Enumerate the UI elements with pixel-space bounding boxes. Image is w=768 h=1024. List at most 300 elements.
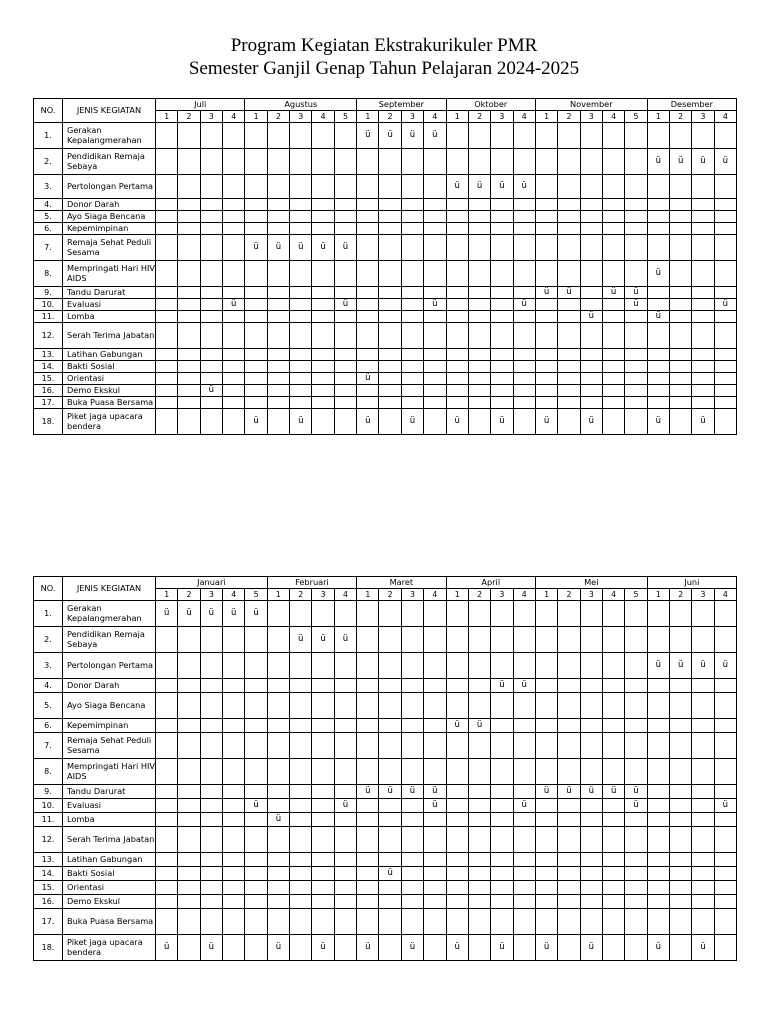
activity-name: Pertolongan Pertama [63, 175, 156, 199]
month-header-februari: Februari [267, 577, 356, 589]
schedule-mark: ü [290, 409, 312, 435]
schedule-mark: ü [401, 123, 423, 149]
schedule-cell-empty [178, 349, 200, 361]
schedule-cell-empty [379, 211, 401, 223]
schedule-cell-empty [647, 759, 669, 785]
schedule-cell-empty [357, 693, 379, 719]
schedule-cell-empty [424, 759, 446, 785]
schedule-cell-empty [178, 895, 200, 909]
schedule-mark: ü [446, 935, 468, 961]
schedule-cell-empty [267, 601, 289, 627]
schedule-cell-empty [424, 287, 446, 299]
title-line-2: Semester Ganjil Genap Tahun Pelajaran 2024-2025 [188, 58, 580, 79]
schedule-cell-empty [714, 759, 736, 785]
schedule-cell-empty [401, 895, 423, 909]
table-row [34, 323, 737, 349]
schedule-cell-empty [446, 827, 468, 853]
schedule-cell-empty [670, 867, 692, 881]
schedule-cell-empty [513, 935, 535, 961]
schedule-cell-empty [535, 223, 557, 235]
schedule-cell-empty [357, 627, 379, 653]
schedule-cell-empty [580, 397, 602, 409]
schedule-cell-empty [491, 785, 513, 799]
schedule-cell-empty [491, 813, 513, 827]
schedule-mark: ü [670, 653, 692, 679]
schedule-cell-empty [267, 867, 289, 881]
schedule-cell-empty [647, 627, 669, 653]
schedule-cell-empty [468, 799, 490, 813]
schedule-mark: ü [267, 813, 289, 827]
schedule-cell-empty [692, 385, 714, 397]
week-header: 4 [513, 589, 535, 601]
schedule-mark: ü [401, 409, 423, 435]
schedule-cell-empty [401, 627, 423, 653]
schedule-cell-empty [223, 235, 245, 261]
schedule-mark: ü [245, 799, 267, 813]
table-row [34, 175, 737, 199]
schedule-cell-empty [468, 361, 490, 373]
schedule-cell-empty [468, 323, 490, 349]
schedule-cell-empty [267, 299, 289, 311]
schedule-mark: ü [580, 785, 602, 799]
schedule-cell-empty [513, 627, 535, 653]
schedule-cell-empty [245, 827, 267, 853]
schedule-cell-empty [178, 175, 200, 199]
schedule-cell-empty [156, 349, 178, 361]
schedule-cell-empty [513, 385, 535, 397]
schedule-cell-empty [580, 653, 602, 679]
schedule-cell-empty [647, 881, 669, 895]
schedule-cell-empty [290, 199, 312, 211]
activity-name: Bakti Sosial [63, 361, 156, 373]
schedule-cell-empty [625, 653, 647, 679]
week-header: 1 [535, 589, 557, 601]
schedule-cell-empty [267, 799, 289, 813]
schedule-mark: ü [312, 627, 334, 653]
schedule-cell-empty [714, 719, 736, 733]
schedule-cell-empty [513, 397, 535, 409]
schedule-cell-empty [223, 799, 245, 813]
schedule-cell-empty [535, 149, 557, 175]
week-header: 2 [290, 589, 312, 601]
schedule-cell-empty [379, 935, 401, 961]
schedule-cell-empty [312, 409, 334, 435]
schedule-cell-empty [200, 895, 222, 909]
schedule-cell-empty [334, 261, 356, 287]
schedule-cell-empty [334, 123, 356, 149]
schedule-cell-empty [223, 679, 245, 693]
schedule-mark: ü [334, 235, 356, 261]
schedule-cell-empty [290, 397, 312, 409]
schedule-cell-empty [692, 881, 714, 895]
schedule-cell-empty [491, 299, 513, 311]
schedule-cell-empty [625, 693, 647, 719]
schedule-cell-empty [558, 909, 580, 935]
schedule-cell-empty [178, 881, 200, 895]
schedule-mark: ü [513, 679, 535, 693]
schedule-cell-empty [468, 199, 490, 211]
schedule-cell-empty [580, 881, 602, 895]
week-header: 3 [692, 111, 714, 123]
schedule-cell-empty [156, 373, 178, 385]
schedule-mark: ü [200, 385, 222, 397]
table-row [34, 853, 737, 867]
schedule-cell-empty [647, 123, 669, 149]
activity-name: Orientasi [63, 373, 156, 385]
schedule-cell-empty [223, 627, 245, 653]
activity-name: Donor Darah [63, 679, 156, 693]
schedule-mark: ü [357, 935, 379, 961]
schedule-cell-empty [513, 199, 535, 211]
schedule-cell-empty [714, 409, 736, 435]
schedule-cell-empty [357, 881, 379, 895]
schedule-mark: ü [312, 235, 334, 261]
schedule-cell-empty [535, 361, 557, 373]
schedule-cell-empty [714, 175, 736, 199]
schedule-cell-empty [669, 235, 691, 261]
schedule-cell-empty [692, 909, 714, 935]
schedule-cell-empty [491, 627, 513, 653]
schedule-cell-empty [334, 813, 356, 827]
schedule-cell-empty [446, 853, 468, 867]
schedule-cell-empty [446, 223, 468, 235]
schedule-cell-empty [714, 223, 736, 235]
schedule-cell-empty [468, 895, 490, 909]
schedule-cell-empty [692, 813, 714, 827]
schedule-cell-empty [602, 323, 624, 349]
row-number: 14. [34, 867, 63, 881]
row-number: 6. [34, 223, 63, 235]
schedule-cell-empty [379, 719, 401, 733]
schedule-cell-empty [446, 601, 468, 627]
schedule-cell-empty [223, 361, 245, 373]
schedule-cell-empty [245, 909, 267, 935]
table-row [34, 909, 737, 935]
schedule-cell-empty [200, 311, 222, 323]
week-header: 4 [424, 111, 446, 123]
schedule-cell-empty [535, 373, 557, 385]
schedule-cell-empty [223, 287, 245, 299]
schedule-cell-empty [200, 653, 222, 679]
schedule-cell-empty [446, 813, 468, 827]
schedule-cell-empty [312, 175, 334, 199]
schedule-cell-empty [334, 287, 356, 299]
schedule-cell-empty [401, 149, 423, 175]
activity-name: Evaluasi [63, 799, 156, 813]
schedule-cell-empty [580, 211, 602, 223]
schedule-cell-empty [334, 385, 356, 397]
schedule-cell-empty [714, 261, 736, 287]
schedule-cell-empty [602, 799, 624, 813]
schedule-cell-empty [602, 261, 624, 287]
schedule-cell-empty [580, 349, 602, 361]
week-header: 3 [491, 589, 513, 601]
schedule-cell-empty [714, 199, 736, 211]
schedule-cell-empty [290, 895, 312, 909]
schedule-cell-empty [513, 827, 535, 853]
schedule-cell-empty [535, 799, 557, 813]
schedule-cell-empty [625, 211, 647, 223]
schedule-cell-empty [669, 385, 691, 397]
schedule-cell-empty [580, 813, 602, 827]
schedule-cell-empty [267, 175, 289, 199]
week-header: 4 [312, 111, 334, 123]
schedule-cell-empty [357, 149, 379, 175]
table-row [34, 385, 737, 397]
schedule-cell-empty [714, 693, 736, 719]
schedule-mark: ü [535, 935, 557, 961]
schedule-cell-empty [446, 299, 468, 311]
schedule-cell-empty [670, 935, 692, 961]
schedule-cell-empty [692, 349, 714, 361]
schedule-cell-empty [156, 799, 178, 813]
schedule-cell-empty [312, 349, 334, 361]
schedule-cell-empty [558, 813, 580, 827]
schedule-cell-empty [558, 311, 580, 323]
activity-name: Buka Puasa Bersama [63, 397, 156, 409]
schedule-cell-empty [558, 601, 580, 627]
schedule-cell-empty [468, 653, 490, 679]
schedule-cell-empty [625, 385, 647, 397]
schedule-cell-empty [491, 385, 513, 397]
schedule-cell-empty [267, 311, 289, 323]
schedule-cell-empty [334, 149, 356, 175]
schedule-cell-empty [312, 827, 334, 853]
schedule-cell-empty [491, 199, 513, 211]
schedule-cell-empty [692, 175, 714, 199]
schedule-cell-empty [669, 123, 691, 149]
week-header: 4 [714, 589, 736, 601]
schedule-cell-empty [558, 733, 580, 759]
schedule-cell-empty [401, 235, 423, 261]
schedule-cell-empty [290, 373, 312, 385]
schedule-cell-empty [491, 759, 513, 785]
schedule-mark: ü [647, 311, 669, 323]
activity-name: Pertolongan Pertama [63, 653, 156, 679]
schedule-cell-empty [334, 409, 356, 435]
schedule-cell-empty [334, 733, 356, 759]
schedule-cell-empty [401, 373, 423, 385]
schedule-cell-empty [446, 311, 468, 323]
schedule-cell-empty [223, 827, 245, 853]
schedule-cell-empty [670, 853, 692, 867]
schedule-cell-empty [401, 881, 423, 895]
row-number: 18. [34, 935, 63, 961]
month-header-mei: Mei [535, 577, 647, 589]
schedule-mark: ü [156, 601, 178, 627]
month-header-juli: Juli [156, 99, 245, 111]
schedule-mark: ü [692, 409, 714, 435]
table-row [34, 261, 737, 287]
schedule-cell-empty [245, 311, 267, 323]
schedule-cell-empty [312, 799, 334, 813]
activity-name: Demo Ekskul [63, 895, 156, 909]
schedule-cell-empty [267, 853, 289, 867]
schedule-cell-empty [156, 827, 178, 853]
schedule-cell-empty [625, 123, 647, 149]
schedule-cell-empty [692, 827, 714, 853]
activity-name: Ayo Siaga Bencana [63, 693, 156, 719]
row-number: 4. [34, 199, 63, 211]
schedule-mark: ü [513, 799, 535, 813]
schedule-cell-empty [290, 853, 312, 867]
schedule-cell-empty [602, 881, 624, 895]
schedule-cell-empty [223, 211, 245, 223]
schedule-cell-empty [491, 235, 513, 261]
schedule-cell-empty [424, 827, 446, 853]
schedule-cell-empty [379, 895, 401, 909]
schedule-cell-empty [245, 223, 267, 235]
schedule-cell-empty [267, 385, 289, 397]
week-header: 1 [446, 589, 468, 601]
schedule-cell-empty [692, 733, 714, 759]
schedule-cell-empty [580, 693, 602, 719]
schedule-cell-empty [223, 785, 245, 799]
schedule-cell-empty [535, 813, 557, 827]
schedule-cell-empty [647, 385, 669, 397]
schedule-cell-empty [200, 813, 222, 827]
week-header: 5 [625, 589, 647, 601]
schedule-cell-empty [647, 895, 669, 909]
schedule-cell-empty [513, 235, 535, 261]
schedule-cell-empty [468, 235, 490, 261]
title-line-1: Program Kegiatan Ekstrakurikuler PMR [230, 35, 538, 56]
schedule-cell-empty [223, 693, 245, 719]
schedule-cell-empty [245, 175, 267, 199]
schedule-cell-empty [468, 759, 490, 785]
schedule-cell-empty [513, 373, 535, 385]
schedule-cell-empty [602, 123, 624, 149]
row-number: 13. [34, 853, 63, 867]
schedule-cell-empty [200, 223, 222, 235]
schedule-cell-empty [558, 679, 580, 693]
schedule-cell-empty [446, 235, 468, 261]
schedule-cell-empty [200, 853, 222, 867]
row-number: 4. [34, 679, 63, 693]
schedule-cell-empty [178, 679, 200, 693]
schedule-table-semester-genap [33, 576, 737, 961]
schedule-cell-empty [401, 867, 423, 881]
schedule-cell-empty [714, 853, 736, 867]
schedule-mark: ü [491, 935, 513, 961]
schedule-cell-empty [625, 175, 647, 199]
schedule-cell-empty [200, 679, 222, 693]
schedule-cell-empty [200, 299, 222, 311]
schedule-cell-empty [379, 299, 401, 311]
schedule-mark: ü [178, 601, 200, 627]
row-number: 7. [34, 733, 63, 759]
schedule-cell-empty [245, 123, 267, 149]
schedule-cell-empty [267, 149, 289, 175]
schedule-cell-empty [513, 759, 535, 785]
schedule-cell-empty [267, 123, 289, 149]
schedule-cell-empty [535, 349, 557, 361]
schedule-cell-empty [647, 397, 669, 409]
schedule-cell-empty [558, 385, 580, 397]
week-header: 4 [602, 111, 624, 123]
schedule-cell-empty [312, 211, 334, 223]
schedule-mark: ü [357, 123, 379, 149]
schedule-cell-empty [312, 385, 334, 397]
schedule-cell-empty [290, 679, 312, 693]
schedule-cell-empty [647, 813, 669, 827]
schedule-cell-empty [200, 785, 222, 799]
schedule-cell-empty [156, 733, 178, 759]
schedule-cell-empty [424, 853, 446, 867]
schedule-mark: ü [625, 299, 647, 311]
month-header-desember: Desember [647, 99, 736, 111]
schedule-cell-empty [379, 813, 401, 827]
schedule-cell-empty [692, 397, 714, 409]
schedule-cell-empty [424, 235, 446, 261]
week-header: 1 [267, 589, 289, 601]
schedule-cell-empty [714, 895, 736, 909]
schedule-cell-empty [200, 235, 222, 261]
schedule-cell-empty [558, 895, 580, 909]
schedule-cell-empty [446, 287, 468, 299]
schedule-cell-empty [692, 361, 714, 373]
schedule-cell-empty [535, 299, 557, 311]
schedule-cell-empty [312, 311, 334, 323]
month-header-september: September [357, 99, 446, 111]
schedule-cell-empty [290, 909, 312, 935]
week-header: 2 [267, 111, 289, 123]
schedule-cell-empty [156, 397, 178, 409]
schedule-cell-empty [670, 601, 692, 627]
schedule-cell-empty [223, 881, 245, 895]
schedule-cell-empty [692, 799, 714, 813]
schedule-cell-empty [692, 759, 714, 785]
schedule-cell-empty [625, 323, 647, 349]
table-row [34, 211, 737, 223]
table-row [34, 827, 737, 853]
week-header: 3 [580, 589, 602, 601]
schedule-cell-empty [267, 261, 289, 287]
schedule-cell-empty [379, 311, 401, 323]
schedule-cell-empty [401, 397, 423, 409]
schedule-cell-empty [312, 693, 334, 719]
schedule-cell-empty [357, 679, 379, 693]
schedule-cell-empty [602, 759, 624, 785]
week-header: 2 [178, 111, 200, 123]
schedule-cell-empty [558, 175, 580, 199]
schedule-cell-empty [468, 627, 490, 653]
schedule-cell-empty [491, 827, 513, 853]
schedule-cell-empty [468, 123, 490, 149]
month-header-maret: Maret [357, 577, 446, 589]
schedule-cell-empty [290, 323, 312, 349]
schedule-cell-empty [379, 881, 401, 895]
schedule-cell-empty [178, 361, 200, 373]
week-header: 1 [357, 589, 379, 601]
schedule-mark: ü [647, 261, 669, 287]
schedule-cell-empty [312, 719, 334, 733]
schedule-cell-empty [357, 895, 379, 909]
schedule-cell-empty [200, 123, 222, 149]
schedule-cell-empty [602, 149, 624, 175]
row-number: 3. [34, 653, 63, 679]
schedule-cell-empty [424, 693, 446, 719]
schedule-cell-empty [245, 261, 267, 287]
schedule-mark: ü [625, 785, 647, 799]
schedule-cell-empty [156, 235, 178, 261]
schedule-cell-empty [670, 719, 692, 733]
row-number: 2. [34, 627, 63, 653]
week-header: 3 [692, 589, 714, 601]
schedule-cell-empty [669, 311, 691, 323]
schedule-cell-empty [223, 373, 245, 385]
schedule-cell-empty [513, 909, 535, 935]
